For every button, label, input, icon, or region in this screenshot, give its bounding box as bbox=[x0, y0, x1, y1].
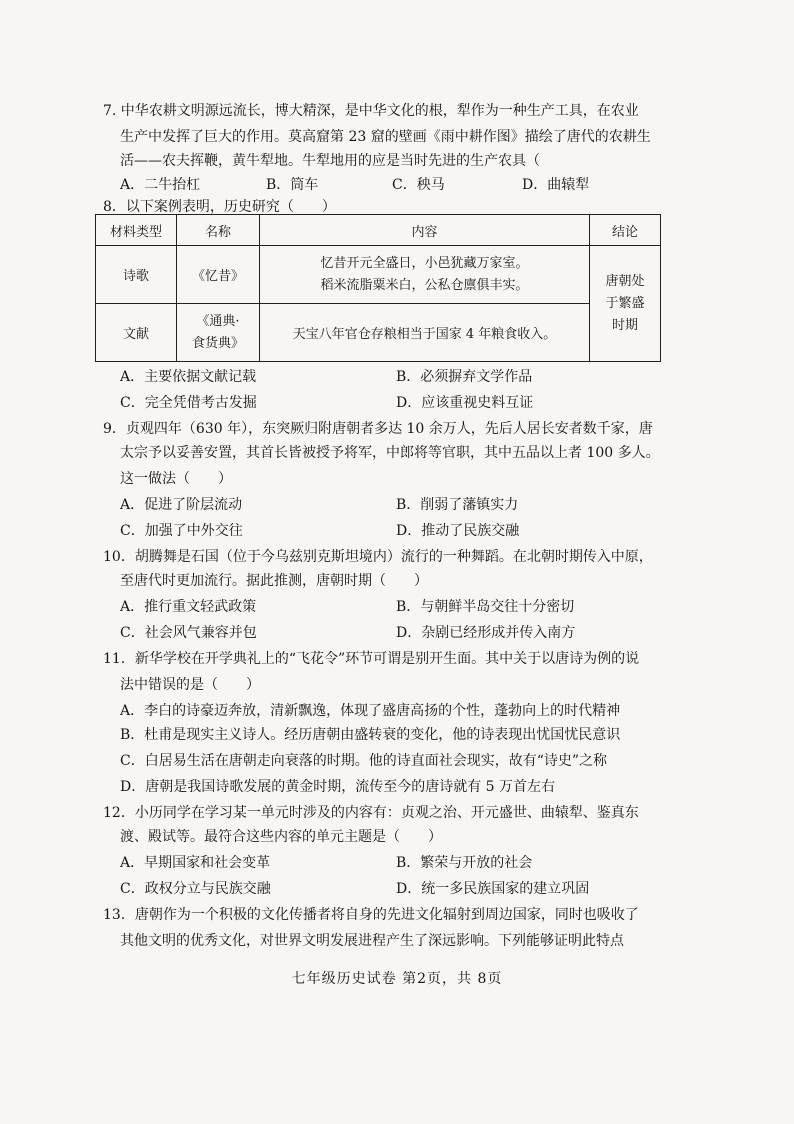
row2-name bbox=[177, 304, 260, 362]
row2-name-line-1: 《通典· bbox=[196, 313, 240, 329]
table-header-type: 材料类型 bbox=[96, 215, 177, 246]
q13-stem-line-2: 其他文明的优秀文化，对世界文明发展进程产生了深远影响。下列能够证明此特点 bbox=[120, 933, 624, 949]
q12-option-d: D．统一多民族国家的建立巩固 bbox=[396, 881, 590, 897]
q9-option-a: A．促进了阶层流动 bbox=[120, 497, 243, 513]
page-footer: 七年级历史试卷 第2页，共 8页 bbox=[291, 971, 503, 987]
q10-stem-line-1: 10．胡腾舞是石国（位于今乌兹别克斯坦境内）流行的一种舞蹈。在北朝时期传入中原， bbox=[103, 549, 653, 565]
table-header-name: 名称 bbox=[177, 215, 260, 246]
q11-option-b: B．杜甫是现实主义诗人。经历唐朝由盛转衰的变化，他的诗表现出忧国忧民意识 bbox=[120, 727, 621, 743]
q8-material-table bbox=[95, 214, 661, 362]
table-header-content: 内容 bbox=[260, 215, 590, 246]
conclusion-line-3: 时期 bbox=[611, 317, 638, 333]
row2-name-line-2: 食货典》 bbox=[191, 335, 244, 351]
q10-stem-line-2: 至唐代时更加流行。据此推测，唐朝时期（ ） bbox=[120, 573, 428, 589]
q12-option-b: B．繁荣与开放的社会 bbox=[396, 855, 533, 871]
q7-stem-line-3: 活——农夫挥鞭，黄牛犁地。牛犁地用的应是当时先进的生产农具（ bbox=[120, 153, 540, 169]
row1-content-line-2: 稻米流脂粟米白，公私仓廪俱丰实。 bbox=[320, 277, 529, 293]
q10-option-b: B．与朝鲜半岛交往十分密切 bbox=[396, 599, 575, 615]
q10-option-d: D．杂剧已经形成并传入南方 bbox=[396, 625, 576, 641]
q9-option-c: C．加强了中外交往 bbox=[120, 523, 243, 539]
q11-stem-line-2: 法中错误的是（ ） bbox=[120, 677, 260, 693]
q12-option-c: C．政权分立与民族交融 bbox=[120, 881, 271, 897]
row2-content: 天宝八年官仓存粮相当于国家 4 年粮食收入。 bbox=[260, 304, 590, 362]
row1-content-line-1: 忆昔开元全盛日，小邑犹藏万家室。 bbox=[320, 255, 529, 271]
q12-stem-line-1: 12．小历同学在学习某一单元时涉及的内容有：贞观之治、开元盛世、曲辕犁、鉴真东 bbox=[103, 805, 639, 821]
row1-name: 《忆昔》 bbox=[177, 246, 260, 304]
q9-option-b: B．削弱了藩镇实力 bbox=[396, 497, 519, 513]
table-row bbox=[96, 304, 661, 362]
conclusion-line-2: 于繁盛 bbox=[605, 295, 645, 311]
row1-content bbox=[260, 246, 590, 304]
q12-option-a: A．早期国家和社会变革 bbox=[120, 855, 271, 871]
q12-stem-line-2: 渡、殿试等。最符合这些内容的单元主题是（ ） bbox=[120, 829, 442, 845]
q7-option-c: C．秧马 bbox=[392, 177, 445, 193]
conclusion-line-1: 唐朝处 bbox=[605, 273, 645, 289]
q9-option-d: D．推动了民族交融 bbox=[396, 523, 520, 539]
q7-option-a: A．二牛抬杠 bbox=[120, 177, 201, 193]
q11-option-c: C．白居易生活在唐朝走向衰落的时期。他的诗直面社会现实，故有“诗史”之称 bbox=[120, 753, 608, 769]
q7-option-b: B．筒车 bbox=[266, 177, 319, 193]
q8-stem: 8．以下案例表明，历史研究（ ） bbox=[103, 199, 336, 215]
q10-option-a: A．推行重文轻武政策 bbox=[120, 599, 257, 615]
q7-option-d: D．曲辕犁 bbox=[522, 177, 590, 193]
q9-stem-line-3: 这一做法（ ） bbox=[120, 471, 232, 487]
q11-stem-line-1: 11．新华学校在开学典礼上的“飞花令”环节可谓是别开生面。其中关于以唐诗为例的说 bbox=[103, 651, 640, 667]
q10-option-c: C．社会风气兼容并包 bbox=[120, 625, 257, 641]
q8-option-b: B．必须摒弃文学作品 bbox=[396, 369, 533, 385]
row1-type: 诗歌 bbox=[96, 246, 177, 304]
table-header-conclusion: 结论 bbox=[590, 215, 661, 246]
row2-type: 文献 bbox=[96, 304, 177, 362]
q9-stem-line-1: 9．贞观四年（630 年），东突厥归附唐朝者多达 10 余万人，先后人居长安者数千家，唐 bbox=[103, 421, 653, 437]
q8-option-d: D．应该重视史料互证 bbox=[396, 395, 534, 411]
q13-stem-line-1: 13．唐朝作为一个积极的文化传播者将自身的先进文化辐射到周边国家，同时也吸收了 bbox=[103, 907, 639, 923]
q11-option-d: D．唐朝是我国诗歌发展的黄金时期，流传至今的唐诗就有 5 万首左右 bbox=[120, 779, 556, 795]
q8-option-c: C．完全凭借考古发掘 bbox=[120, 395, 257, 411]
q11-option-a: A．李白的诗豪迈奔放，清新飘逸，体现了盛唐高扬的个性，蓬勃向上的时代精神 bbox=[120, 703, 621, 719]
q8-option-a: A．主要依据文献记载 bbox=[120, 369, 257, 385]
conclusion-cell bbox=[590, 246, 661, 362]
q9-stem-line-2: 太宗予以妥善安置，其首长皆被授予将军，中郎将等官职，其中五品以上者 100 多人。 bbox=[120, 445, 660, 461]
q7-stem-line-2: 生产中发挥了巨大的作用。莫高窟第 23 窟的壁画《雨中耕作图》描绘了唐代的农耕生 bbox=[120, 129, 651, 145]
table-row bbox=[96, 246, 661, 304]
q7-stem-line-1: 7. 中华农耕文明源远流长，博大精深，是中华文化的根，犁作为一种生产工具，在农业 bbox=[103, 103, 639, 119]
